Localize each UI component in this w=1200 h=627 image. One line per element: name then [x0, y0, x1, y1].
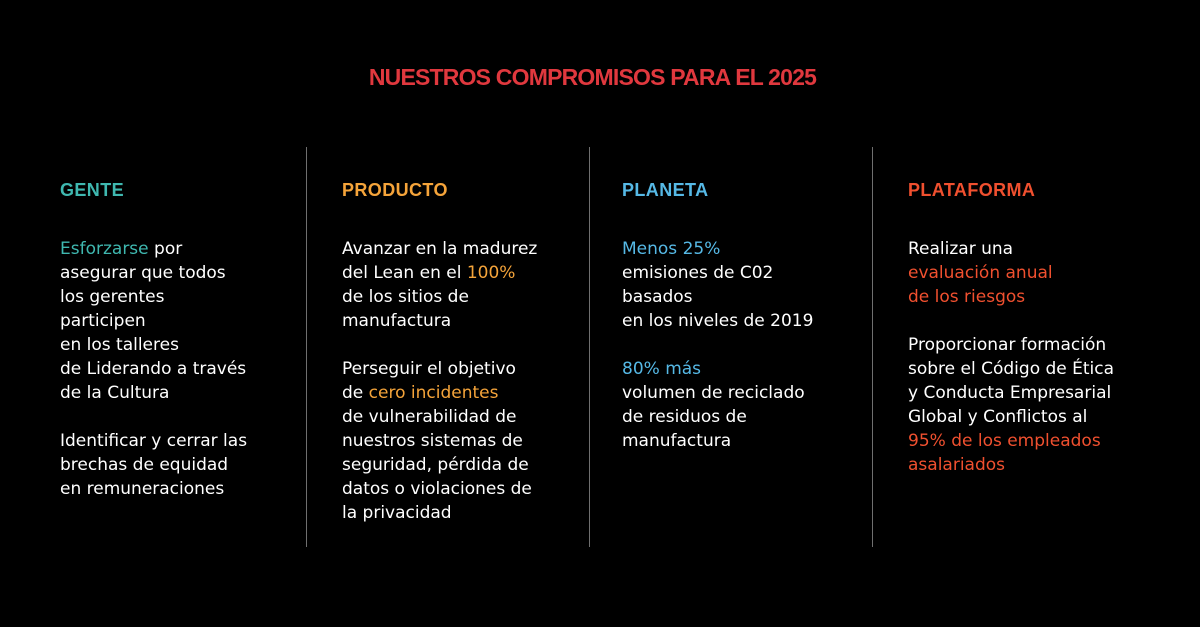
column-divider — [589, 147, 590, 547]
column-paragraph — [622, 237, 854, 333]
body-text: de vulnerabilidad de nuestros sistemas de seguridad, pérdida de datos o violaciones de la privacidad — [342, 407, 532, 523]
highlight-text: Esforzarse — [60, 239, 149, 259]
body-text: Proporcionar formación sobre el Código de Ética y Conducta Empresarial Global y Conflictos al — [908, 335, 1115, 427]
body-text: de los sitios de manufactura — [342, 287, 469, 331]
column-producto — [342, 180, 574, 549]
highlight-text: evaluación anual de los riesgos — [908, 263, 1053, 307]
page-title: NUESTROS COMPROMISOS PARA EL 2025 — [368, 64, 817, 90]
column-paragraph — [60, 429, 292, 501]
column-paragraph — [342, 237, 574, 333]
column-planeta — [622, 180, 854, 477]
column-paragraph — [342, 357, 574, 525]
column-heading: PLATAFORMA — [908, 180, 1036, 200]
body-text: Identificar y cerrar las brechas de equidad en remuneraciones — [60, 431, 248, 499]
column-gente — [60, 180, 292, 525]
body-text: Perseguir el objetivo de — [342, 359, 516, 403]
highlight-text: Menos 25% — [622, 239, 721, 259]
column-paragraph — [908, 333, 1140, 477]
column-heading: PRODUCTO — [342, 180, 448, 200]
highlight-text: cero incidentes — [368, 383, 499, 403]
column-heading: PLANETA — [622, 180, 709, 200]
column-heading: GENTE — [60, 180, 125, 200]
body-text: emisiones de C02 basados en los niveles de 2019 — [622, 263, 814, 331]
body-text: Realizar una — [908, 239, 1014, 259]
column-plataforma — [908, 180, 1140, 501]
column-divider — [306, 147, 307, 547]
column-divider — [872, 147, 873, 547]
body-text: por asegurar que todos los gerentes participen en los talleres de Liderando a través de la Cultura — [60, 239, 247, 403]
column-paragraph — [622, 357, 854, 453]
highlight-text: 100% — [466, 263, 516, 283]
column-paragraph — [908, 237, 1140, 309]
highlight-text: 95% de los empleados asalariados — [908, 431, 1101, 475]
body-text: Avanzar en la madurez del Lean en el — [342, 239, 538, 283]
highlight-text: 80% más — [622, 359, 702, 379]
body-text: volumen de reciclado de residuos de manufactura — [622, 383, 805, 451]
column-paragraph — [60, 237, 292, 405]
